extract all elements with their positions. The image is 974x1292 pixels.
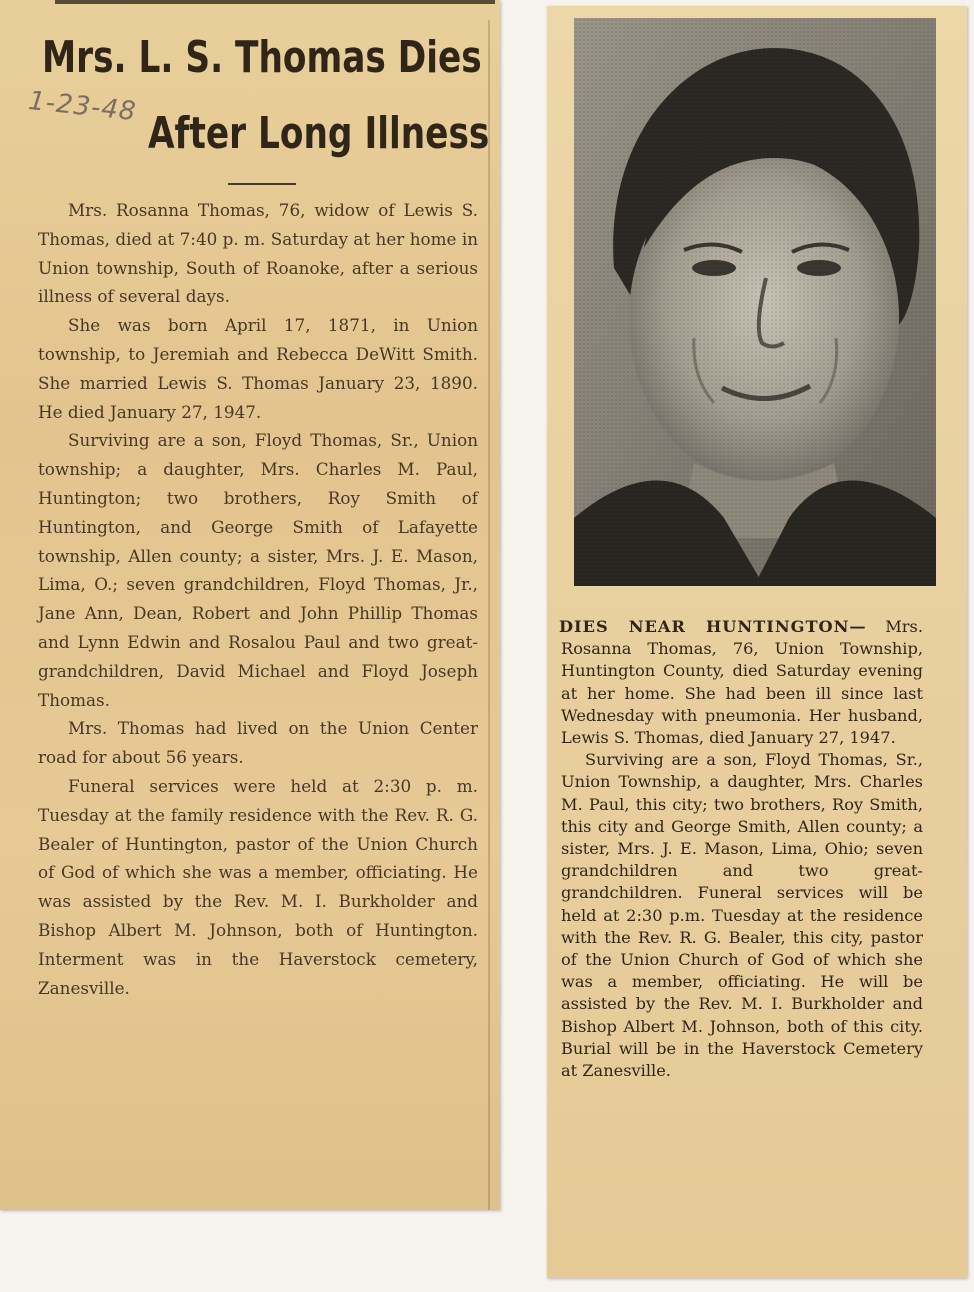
headline-divider <box>228 183 296 185</box>
right-paragraph-2: Surviving are a son, Floyd Thomas, Sr., Union Township, a daughter, Mrs. Charles M. Paul, this city; two brothers, Roy Smith, this city and George Smith, Allen county; a sister, Mrs. J. E. Mason, Lima, Ohio; seven grandchildren and two great-grandchildren. Funeral services will be held at 2:30 p.m. Tuesday at the residence with the Rev. R. G. Bealer, this city, pastor of the Union Church of God of which she was a member, officiating. He will be assisted by the Rev. M. I. Burkholder and Bishop Albert M. Johnson, both of this city. Burial will be in the Haverstock Cemetery at Zanesville. <box>561 750 923 1081</box>
right-headline: DIES NEAR HUNTINGTON— <box>559 617 867 636</box>
right-clipping <box>547 6 967 1278</box>
portrait-photo <box>574 18 936 586</box>
left-paragraph-1: Mrs. Rosanna Thomas, 76, widow of Lewis S. Thomas, died at 7:40 p. m. Saturday at her home in Union township, South of Roanoke, after a serious illness of several days. <box>38 200 478 307</box>
left-clipping <box>0 0 500 1210</box>
headline-line1: Mrs. L. S. Thomas Dies <box>42 32 482 83</box>
left-article-body <box>38 196 478 1002</box>
headline-line2: After Long Illness <box>148 108 490 159</box>
portrait-illustration <box>574 18 936 586</box>
left-paragraph-4: Mrs. Thomas had lived on the Union Center road for about 56 years. <box>38 718 478 768</box>
left-paragraph-3: Surviving are a son, Floyd Thomas, Sr., Union township; a daughter, Mrs. Charles M. Paul, Huntington; two brothers, Roy Smith of Huntington, and George Smith of Lafayette township, Allen county; a sister, Mrs. J. E. Mason, Lima, O.; seven grandchildren, Floyd Thomas, Jr., Jane Ann, Dean, Robert and John Phillip Thomas and Lynn Edwin and Rosalou Paul and two great-grandchildren, David Michael and Floyd Joseph Thomas. <box>38 430 478 710</box>
right-paragraph-1-text: Mrs. Rosanna Thomas, 76, Union Township, Huntington County, died Saturday evening at her home. She had been ill since last Wednesday with pneumonia. Her husband, Lewis S. Thomas, died January 27, 1947. <box>561 617 923 748</box>
top-rule <box>55 0 495 4</box>
column-edge <box>488 20 490 1210</box>
right-paragraph-1 <box>561 616 923 749</box>
left-paragraph-5: Funeral services were held at 2:30 p. m. Tuesday at the family residence with the Rev. R. G. Bealer of Huntington, pastor of the Union Church of God of which she was a member, officiating. He was assisted by the Rev. M. I. Burkholder and Bishop Albert M. Johnson, both of Huntington. Interment was in the Haverstock cemetery, Zanesville. <box>38 775 478 998</box>
left-paragraph-2: She was born April 17, 1871, in Union township, to Jeremiah and Rebecca DeWitt Smith. She married Lewis S. Thomas January 23, 1890. He died January 27, 1947. <box>38 315 478 422</box>
handwritten-date: 1-23-48 <box>26 86 138 128</box>
right-article-body <box>561 616 923 1082</box>
